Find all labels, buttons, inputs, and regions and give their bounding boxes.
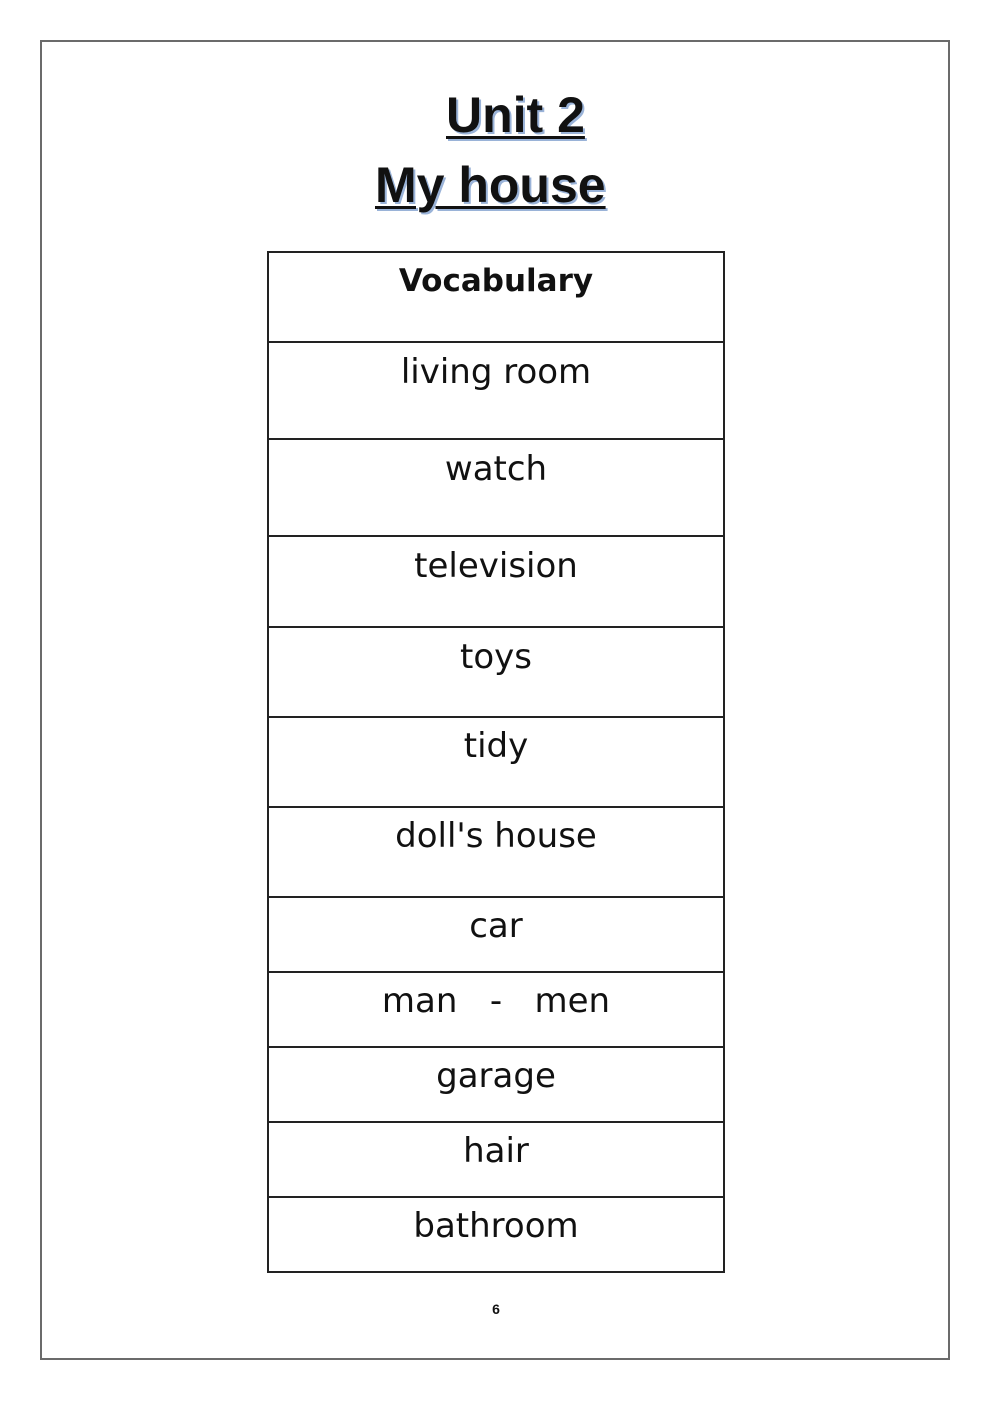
table-row: [268, 717, 724, 807]
page-number: 6: [492, 1301, 500, 1317]
vocab-word: watch: [268, 439, 724, 536]
vocabulary-table: [267, 251, 725, 1273]
vocab-word: toys: [268, 627, 724, 717]
table-header-row: [268, 252, 724, 342]
vocab-word: television: [268, 536, 724, 627]
table-row: [268, 972, 724, 1047]
table-row: [268, 342, 724, 439]
page-title: My house: [375, 157, 606, 213]
vocab-word: doll's house: [268, 807, 724, 897]
vocabulary-header: Vocabulary: [268, 252, 724, 342]
table-row: [268, 1122, 724, 1197]
vocab-word: man - men: [268, 972, 724, 1047]
table-row: [268, 897, 724, 972]
unit-heading: Unit 2: [446, 87, 585, 143]
vocab-word: garage: [268, 1047, 724, 1122]
vocab-word: tidy: [268, 717, 724, 807]
table-row: [268, 1047, 724, 1122]
table-row: [268, 1197, 724, 1272]
table-row: [268, 807, 724, 897]
table-row: [268, 536, 724, 627]
vocab-word: car: [268, 897, 724, 972]
table-row: [268, 439, 724, 536]
table-row: [268, 627, 724, 717]
vocab-word: living room: [268, 342, 724, 439]
vocab-word: hair: [268, 1122, 724, 1197]
vocab-word: bathroom: [268, 1197, 724, 1272]
